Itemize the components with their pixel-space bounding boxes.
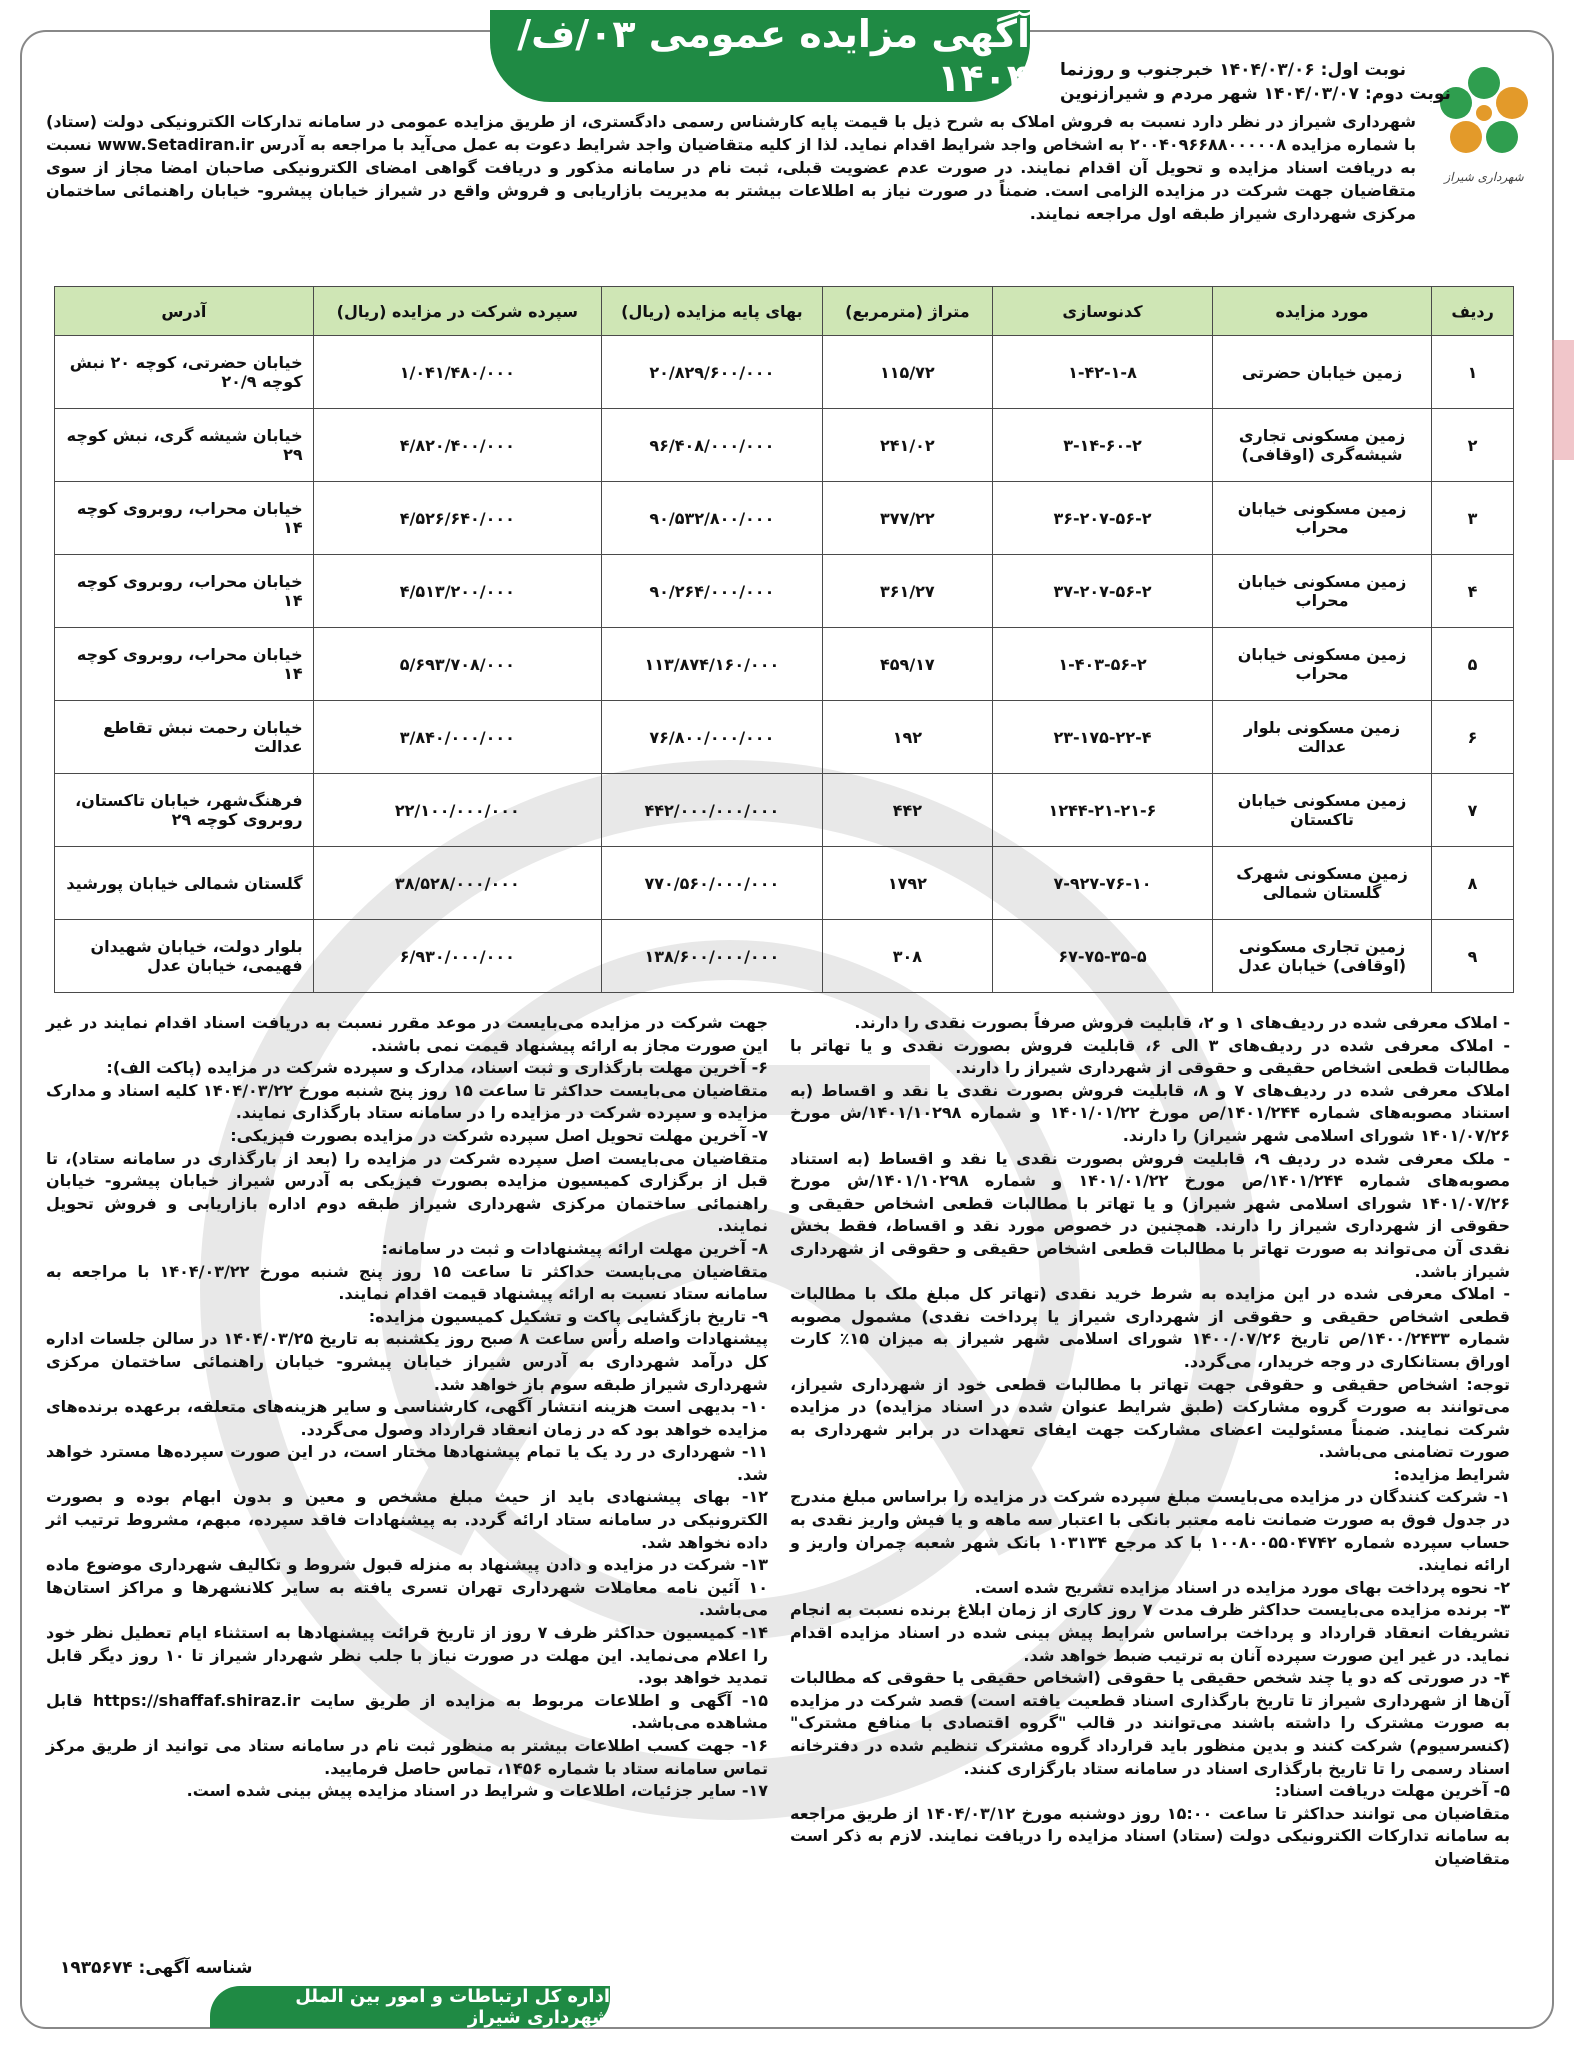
cell-code: ۶۷-۷۵-۳۵-۵ (992, 920, 1212, 993)
table-row (55, 774, 1514, 847)
paragraph: ۳- برنده مزایده می‌بایست حداکثر ظرف مدت ۷ روز کاری از زمان ابلاغ برنده نسبت به انجام تشریفات انعقاد قرارداد و پرداخت براساس شرایط پیش بینی شده در اسناد مزایده اقدام نماید. در غیر این صورت سپرده آنان به ترتیب ضبط خواهد شد. (790, 1600, 1511, 1665)
cell-row-number: ۲ (1432, 409, 1514, 482)
col-header-row-number: ردیف (1432, 287, 1514, 336)
paragraph: ۱۶- جهت کسب اطلاعات بیشتر به منظور ثبت نام در سامانه ستاد می توانید از طریق مرکز تماس سامانه ستاد با شماره ۱۴۵۶، تماس حاصل فرمایید. (46, 1736, 768, 1778)
paragraph: - املاک معرفی شده در ردیف‌های ۱ و ۲، قابلیت فروش صرفاً بصورت نقدی را دارند. (854, 1013, 1510, 1032)
cell-base-price: ۱۳۸/۶۰۰/۰۰۰/۰۰۰ (601, 920, 822, 993)
cell-area: ۴۴۲ (822, 774, 992, 847)
cell-deposit: ۵/۶۹۳/۷۰۸/۰۰۰ (313, 628, 601, 701)
cell-address: خیابان محراب، روبروی کوچه ۱۴ (55, 628, 314, 701)
paragraph: ۱- شرکت کنندگان در مزایده می‌بایست مبلغ سپرده شرکت در مزایده را براساس مبلغ مندرج در جدول فوق به صورت ضمانت نامه معتبر بانکی با اعتبار سه ماهه و یا فیش واریز نقدی به حساب سپرده شماره ۱۰۰۸۰۰۵۵۰۴۷۴۲ با کد مرجع ۱۰۳۱۳۴ بانک شهر شعبه چمران واریز و ارائه نمایند. (790, 1487, 1510, 1575)
col-header-address: آدرس (55, 287, 314, 336)
cell-item: زمین تجاری مسکونی (اوقافی) خیابان عدل (1212, 920, 1431, 993)
edge-mark (1552, 340, 1574, 460)
conditions-column-right (790, 1012, 1510, 1871)
paragraph: ۱۵- آگهی و اطلاعات مربوط به مزایده از طریق سایت https://shaffaf.shiraz.ir قابل مشاهده می‌باشد. (46, 1690, 769, 1733)
paragraph: پیشنهادات واصله رأس ساعت ۸ صبح روز یکشنبه به تاریخ ۱۴۰۴/۰۳/۲۵ در سالن جلسات اداره کل درآمد شهرداری به آدرس شیراز خیابان پیشرو- خیابان راهنمائی ساختمان مرکزی شهرداری شیراز طبقه سوم باز خواهد شد. (46, 1329, 769, 1394)
cell-area: ۳۷۷/۲۲ (822, 482, 992, 555)
cell-deposit: ۴/۵۱۳/۲۰۰/۰۰۰ (313, 555, 601, 628)
cell-deposit: ۲۲/۱۰۰/۰۰۰/۰۰۰ (313, 774, 601, 847)
paragraph: جهت شرکت در مزایده می‌بایست در موعد مقرر نسبت به دریافت اسناد اقدام نمایند در غیر این صورت مجاز به ارائه پیشنهاد قیمت نمی باشند. (46, 1013, 768, 1055)
paragraph: ۲- نحوه پرداخت بهای مورد مزایده در اسناد مزایده تشریح شده است. (974, 1577, 1510, 1597)
paragraph: ۱۴- کمیسیون حداکثر ظرف ۷ روز از تاریخ قرائت پیشنهادها به استثناء ایام تعطیل نظر خود را اعلام می‌نماید. این مهلت در صورت نیاز با جلب نظر شهردار شیراز تا ۱۰ روز دیگر قابل تمدید خواهد بود. (46, 1623, 769, 1688)
cell-address: خیابان حضرتی، کوچه ۲۰ نبش کوچه ۲۰/۹ (55, 336, 314, 409)
cell-item: زمین مسکونی خیابان محراب (1212, 482, 1431, 555)
cell-row-number: ۷ (1432, 774, 1514, 847)
logo-caption: شهرداری شیراز (1444, 170, 1524, 184)
cell-item: زمین مسکونی شهرک گلستان شمالی (1212, 847, 1431, 920)
paragraph: ۹- تاریخ بازگشایی پاکت و تشکیل کمیسیون مزایده: (368, 1306, 768, 1326)
section-heading: شرایط مزایده: (1393, 1464, 1510, 1484)
cell-code: ۲۳-۱۷۵-۲۲-۴ (992, 701, 1212, 774)
cell-deposit: ۳۸/۵۲۸/۰۰۰/۰۰۰ (313, 847, 601, 920)
col-header-code: کدنوسازی (992, 287, 1212, 336)
paragraph: ۵- آخرین مهلت دریافت اسناد: (1274, 1781, 1510, 1801)
cell-base-price: ۷۶/۸۰۰/۰۰۰/۰۰۰ (601, 701, 822, 774)
conditions-column-left (46, 1012, 768, 1803)
cell-deposit: ۴/۵۲۶/۶۴۰/۰۰۰ (313, 482, 601, 555)
cell-code: ۳۷-۲۰۷-۵۶-۲ (992, 555, 1212, 628)
cell-deposit: ۱/۰۴۱/۴۸۰/۰۰۰ (313, 336, 601, 409)
paragraph: ۱۰- بدیهی است هزینه انتشار آگهی، کارشناسی و سایر هزینه‌های متعلقه، برعهده برنده‌های مزایده خواهد بود که در زمان انعقاد قرارداد وصول می‌گردد. (46, 1397, 768, 1439)
cell-row-number: ۶ (1432, 701, 1514, 774)
cell-base-price: ۱۱۳/۸۷۴/۱۶۰/۰۰۰ (601, 628, 822, 701)
cell-row-number: ۱ (1432, 336, 1514, 409)
table-row (55, 920, 1514, 993)
cell-base-price: ۷۷۰/۵۶۰/۰۰۰/۰۰۰ (601, 847, 822, 920)
paragraph: متقاضیان می‌بایست حداکثر تا ساعت ۱۵ روز پنج شنبه مورخ ۱۴۰۴/۰۳/۲۲ کلیه اسناد و مدارک مزایده و سپرده شرکت در مزایده را در سامانه ستاد بارگذاری نمایند. (46, 1080, 768, 1123)
cell-row-number: ۳ (1432, 482, 1514, 555)
table-row (55, 555, 1514, 628)
paragraph: - املاک معرفی شده در این مزایده به شرط خرید نقدی (تهاتر کل مبلغ ملک با مطالبات قطعی اشخاص حقیقی و حقوقی از شهرداری شیراز یا پرداخت نقدی) مشمول مصوبه شماره ۱۴۰۰/۲۴۳۳/ص تاریخ ۱۴۰۰/۰۷/۲۶ شورای اسلامی شهر شیراز به میزان ۱۵٪ کارت اوراق بستانکاری در وجه خریدار، می‌گردد. (790, 1284, 1511, 1371)
paragraph: ۸- آخرین مهلت ارائه پیشنهادات و ثبت در سامانه: (381, 1238, 768, 1258)
cell-base-price: ۴۴۲/۰۰۰/۰۰۰/۰۰۰ (601, 774, 822, 847)
cell-deposit: ۶/۹۳۰/۰۰۰/۰۰۰ (313, 920, 601, 993)
cell-code: ۱-۴۲-۱-۸ (992, 336, 1212, 409)
cell-item: زمین مسکونی خیابان محراب (1212, 628, 1431, 701)
col-header-item: مورد مزایده (1212, 287, 1431, 336)
cell-area: ۲۴۱/۰۲ (822, 409, 992, 482)
cell-base-price: ۲۰/۸۲۹/۶۰۰/۰۰۰ (601, 336, 822, 409)
cell-row-number: ۴ (1432, 555, 1514, 628)
col-header-base-price: بهای پایه مزایده (ریال) (601, 287, 822, 336)
cell-row-number: ۵ (1432, 628, 1514, 701)
cell-code: ۷-۹۲۷-۷۶-۱۰ (992, 847, 1212, 920)
paragraph: املاک معرفی شده در ردیف‌های ۷ و ۸، قابلیت فروش بصورت نقدی یا نقد و اقساط (به استناد مصوبه‌های شماره ۱۴۰۱/۲۴۴/ص مورخ ۱۴۰۱/۰۱/۲۲ و شماره ۱۴۰۱/۱۰۲۹۸/ش مورخ ۱۴۰۱/۰۷/۲۶ شورای اسلامی شهر شیراز) را دارند. (790, 1080, 1511, 1145)
footer-org: اداره کل ارتباطات و امور بین الملل شهرداری شیراز (295, 1986, 610, 2028)
cell-code: ۱۲۴۴-۲۱-۲۱-۶ (992, 774, 1212, 847)
paragraph: توجه: اشخاص حقیقی و حقوقی جهت تهاتر با مطالبات قطعی خود از شهرداری شیراز، می‌توانند به صورت گروه مشارکت (طبق شرایط عنوان شده در اسناد مزایده) در مزایده شرکت نمایند. ضمناً مسئولیت اعضای مشارکت جهت ایفای تعهدات در برابر شهرداری به صورت تضامنی می‌باشد. (790, 1374, 1510, 1462)
footer-banner (210, 1986, 610, 2028)
table-row (55, 336, 1514, 409)
cell-code: ۳-۱۴-۶۰-۲ (992, 409, 1212, 482)
table-header-row (55, 287, 1514, 336)
paragraph: ۶- آخرین مهلت بارگذاری و ثبت اسناد، مدارک و سپرده شرکت در مزایده (پاکت الف): (106, 1058, 768, 1078)
cell-address: خیابان شیشه گری، نبش کوچه ۲۹ (55, 409, 314, 482)
paragraph: ۱۲- بهای پیشنهادی باید از حیث مبلغ مشخص و معین و بدون ابهام بوده و بصورت الکترونیکی در سامانه ستاد ارائه گردد. به پیشنهادات فاقد سپرده، مبهم، مشروط ترتیب اثر داده نخواهد شد. (46, 1487, 768, 1552)
cell-item: زمین خیابان حضرتی (1212, 336, 1431, 409)
cell-address: خیابان محراب، روبروی کوچه ۱۴ (55, 482, 314, 555)
property-table (54, 286, 1514, 993)
cell-base-price: ۹۰/۲۶۴/۰۰۰/۰۰۰ (601, 555, 822, 628)
paragraph: ۱۷- سایر جزئیات، اطلاعات و شرایط در اسناد مزایده پیش بینی شده است. (186, 1781, 768, 1801)
table-row (55, 628, 1514, 701)
cell-base-price: ۹۰/۵۳۲/۸۰۰/۰۰۰ (601, 482, 822, 555)
ad-title-banner (490, 10, 1030, 102)
cell-area: ۱۱۵/۷۲ (822, 336, 992, 409)
ad-title: آگهی مزایده عمومی ۰۳/ف/۱۴۰۴ (517, 12, 1030, 100)
cell-address: بلوار دولت، خیابان شهیدان فهیمی، خیابان عدل (55, 920, 314, 993)
cell-address: فرهنگ‌شهر، خیابان تاکستان، روبروی کوچه ۲۹ (55, 774, 314, 847)
cell-area: ۳۰۸ (822, 920, 992, 993)
cell-code: ۱-۴۰۳-۵۶-۲ (992, 628, 1212, 701)
cell-address: خیابان محراب، روبروی کوچه ۱۴ (55, 555, 314, 628)
paragraph: متقاضیان می توانند حداکثر تا ساعت ۱۵:۰۰ روز دوشنبه مورخ ۱۴۰۴/۰۳/۱۲ از طریق مراجعه به سامانه تدارکات الکترونیکی دولت (ستاد) اسناد مزایده را دریافت نمایند. لازم به ذکر است متقاضیان (790, 1803, 1511, 1868)
col-header-area: متراژ (مترمربع) (822, 287, 992, 336)
cell-item: زمین مسکونی بلوار عدالت (1212, 701, 1431, 774)
paragraph: - املاک معرفی شده در ردیف‌های ۳ الی ۶، قابلیت فروش بصورت نقدی و یا تهاتر با مطالبات قطعی اشخاص حقیقی و حقوقی از شهرداری شیراز را دارند. (790, 1035, 1510, 1078)
col-header-deposit: سپرده شرکت در مزایده (ریال) (313, 287, 601, 336)
ad-id: شناسه آگهی: ۱۹۳۵۶۷۴ (60, 1958, 253, 1978)
cell-area: ۴۵۹/۱۷ (822, 628, 992, 701)
paragraph: ۱۳- شرکت در مزایده و دادن پیشنهاد به منزله قبول شروط و تکالیف شهرداری موضوع ماده ۱۰ آئین نامه معاملات شهرداری تهران تسری یافته به سایر کلانشهرها و مراکز استان‌ها می‌باشد. (46, 1555, 768, 1620)
paragraph: ۷- آخرین مهلت تحویل اصل سپرده شرکت در مزایده بصورت فیزیکی: (230, 1125, 768, 1145)
cell-code: ۳۶-۲۰۷-۵۶-۲ (992, 482, 1212, 555)
cell-deposit: ۴/۸۲۰/۴۰۰/۰۰۰ (313, 409, 601, 482)
table-row (55, 409, 1514, 482)
cell-item: زمین مسکونی تجاری شیشه‌گری (اوقافی) (1212, 409, 1431, 482)
cell-base-price: ۹۶/۴۰۸/۰۰۰/۰۰۰ (601, 409, 822, 482)
paragraph: ۴- در صورتی که دو یا چند شخص حقیقی یا حقوقی (اشخاص حقیقی یا حقوقی که مطالبات آن‌ها از شهرداری شیراز تا تاریخ بارگذاری اسناد قطعیت یافته است) قصد شرکت در مزایده به صورت مشترک را داشته باشند می‌توانند در قالب "گروه اقتصادی با منافع مشترک" (کنسرسیوم) شرکت کنند و بدین منظور باید قرارداد گروه مشترک تنظیم شده در دفترخانه اسناد رسمی را تا تاریخ بارگذاری اسناد در سامانه ستاد بارگزاری کنند. (790, 1668, 1510, 1778)
publication-round-1: نوبت اول: ۱۴۰۴/۰۳/۰۶ خبرجنوب و روزنما (1060, 60, 1406, 80)
paragraph: ۱۱- شهرداری در رد یک یا تمام پیشنهادها مختار است، در این صورت سپرده‌ها مسترد خواهد شد. (46, 1442, 768, 1484)
cell-area: ۱۹۲ (822, 701, 992, 774)
intro-paragraph: شهرداری شیراز در نظر دارد نسبت به فروش املاک به شرح ذیل با قیمت پایه کارشناس رسمی دادگستری، از طریق مزایده عمومی در سامانه تدارکات الکترونیکی دولت (ستاد) با شماره مزایده ۲۰۰۴۰۹۶۶۸۸۰۰۰۰۰۸ به اشخاص واجد شرایط اقدام نماید. لذا از کلیه متقاضیان واجد شرایط دعوت به عمل می‌آید با مراجعه به آدرس www.Setadiran.ir نسبت به دریافت اسناد مزایده و تحویل آن اقدام نمایند. در صورت عدم عضویت قبلی، ثبت نام در سامانه مذکور و دریافت گواهی امضای الکترونیکی صاحبان امضا مجاز از سوی متقاضیان جهت شرکت در مزایده الزامی است. ضمناً در صورت نیاز به اطلاعات بیشتر به مدیریت بازاریابی و فروش واقع در شیراز خیابان پیشرو- خیابان راهنمائی ساختمان مرکزی شهرداری شیراز طبقه اول مراجعه نمایند. (46, 112, 1417, 223)
cell-row-number: ۸ (1432, 847, 1514, 920)
cell-row-number: ۹ (1432, 920, 1514, 993)
cell-area: ۳۶۱/۲۷ (822, 555, 992, 628)
paragraph: متقاضیان می‌بایست اصل سپرده شرکت در مزایده را (بعد از بارگذاری در سامانه ستاد)، تا قبل از برگزاری کمیسیون مزایده بصورت فیزیکی به آدرس شیراز خیابان پیشرو- خیابان راهنمائی ساختمان مرکزی شهرداری شیراز طبقه دوم اداره بازاریابی و فروش تحویل نمایند. (46, 1148, 768, 1236)
cell-address: گلستان شمالی خیابان پورشید (55, 847, 314, 920)
paragraph: - ملک معرفی شده در ردیف ۹، قابلیت فروش بصورت نقدی یا نقد و اقساط (به استناد مصوبه‌های شماره ۱۴۰۱/۲۴۴/ص مورخ ۱۴۰۱/۰۱/۲۲ و شماره ۱۴۰۱/۱۰۲۹۸/ش مورخ ۱۴۰۱/۰۷/۲۶ شورای اسلامی شهر شیراز) و یا تهاتر با مطالبات قطعی اشخاص حقیقی و حقوقی از شهرداری شیراز را دارند. همچنین در خصوص مورد نقد و اقساط، فقط بخش نقدی آن می‌تواند به صورت تهاتر با مطالبات قطعی اشخاص حقیقی و حقوقی از شهرداری شیراز باشد. (790, 1148, 1511, 1281)
cell-deposit: ۳/۸۴۰/۰۰۰/۰۰۰ (313, 701, 601, 774)
cell-item: زمین مسکونی خیابان محراب (1212, 555, 1431, 628)
table-row (55, 482, 1514, 555)
cell-address: خیابان رحمت نبش تقاطع عدالت (55, 701, 314, 774)
table-row (55, 701, 1514, 774)
paragraph: متقاضیان می‌بایست حداکثر تا ساعت ۱۵ روز پنج شنبه مورخ ۱۴۰۴/۰۳/۲۲ با مراجعه به سامانه ستاد نسبت به ارائه پیشنهاد قیمت اقدام نمایند. (46, 1261, 769, 1304)
cell-item: زمین مسکونی خیابان تاکستان (1212, 774, 1431, 847)
publication-round-2: نوبت دوم: ۱۴۰۴/۰۳/۰۷ شهر مردم و شیرازنوین (1060, 84, 1451, 104)
cell-area: ۱۷۹۲ (822, 847, 992, 920)
table-row (55, 847, 1514, 920)
